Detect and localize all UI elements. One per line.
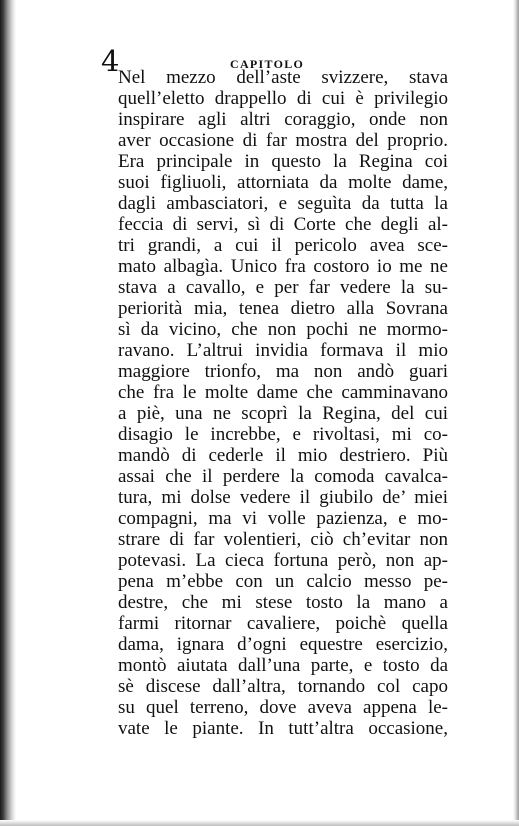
text-line: suoi figliuoli, attorniata da molte dame,	[118, 172, 448, 193]
text-line: periorità mia, tenea dietro alla Sovrana	[118, 298, 448, 319]
text-line: tura, mi dolse vedere il giubilo de’ miei	[118, 487, 448, 508]
text-line: dama, ignara d’ogni equestre esercizio,	[118, 634, 448, 655]
body-text	[118, 67, 448, 739]
text-line: sè discese dall’altra, tornando col capo	[118, 676, 448, 697]
text-line: quell’eletto drappello di cui è privilegio	[118, 88, 448, 109]
page-outer-edge	[513, 0, 519, 826]
text-line: disagio le increbbe, e rivoltasi, mi co-	[118, 424, 448, 445]
text-line: a piè, una ne scoprì la Regina, del cui	[118, 403, 448, 424]
text-line: che fra le molte dame che camminavano	[118, 382, 448, 403]
text-line: dagli ambasciatori, e seguìta da tutta la	[118, 193, 448, 214]
text-line: pena m’ebbe con un calcio messo pe-	[118, 571, 448, 592]
text-line: montò aiutata dall’una parte, e tosto da	[118, 655, 448, 676]
running-head: CAPITOLO	[230, 57, 305, 71]
text-line: compagni, ma vi volle pazienza, e mo-	[118, 508, 448, 529]
text-line: ravano. L’altrui invidia formava il mio	[118, 340, 448, 361]
text-line: Nel mezzo dell’aste svizzere, stava	[118, 67, 448, 88]
text-line: maggiore trionfo, ma non andò guari	[118, 361, 448, 382]
text-line: assai che il perdere la comoda cavalca-	[118, 466, 448, 487]
text-line: su quel terreno, dove aveva appena le-	[118, 697, 448, 718]
text-line: Era principale in questo la Regina coi	[118, 151, 448, 172]
text-line: farmi ritornar cavaliere, poichè quella	[118, 613, 448, 634]
text-line: strare di far volentieri, ciò ch’evitar non	[118, 529, 448, 550]
text-line: inspirare agli altri coraggio, onde non	[118, 109, 448, 130]
text-line: destre, che mi stese tosto la mano a	[118, 592, 448, 613]
text-line: aver occasione di far mostra del proprio.	[118, 130, 448, 151]
text-line: feccia di servi, sì di Corte che degli al-	[118, 214, 448, 235]
page-binding-edge	[0, 0, 16, 826]
text-line: sì da vicino, che non pochi ne mormo-	[118, 319, 448, 340]
text-line: mato albagìa. Unico fra costoro io me ne	[118, 256, 448, 277]
text-line: tri grandi, a cui il pericolo avea sce-	[118, 235, 448, 256]
text-line: potevasi. La cieca fortuna però, non ap-	[118, 550, 448, 571]
page-number: 4	[101, 44, 120, 78]
text-line: mandò di cederle il mio destriero. Più	[118, 445, 448, 466]
text-line: vate le piante. In tutt’altra occasione,	[118, 718, 448, 739]
text-line: stava a cavallo, e per far vedere la su-	[118, 277, 448, 298]
page-bottom-edge	[0, 820, 519, 826]
